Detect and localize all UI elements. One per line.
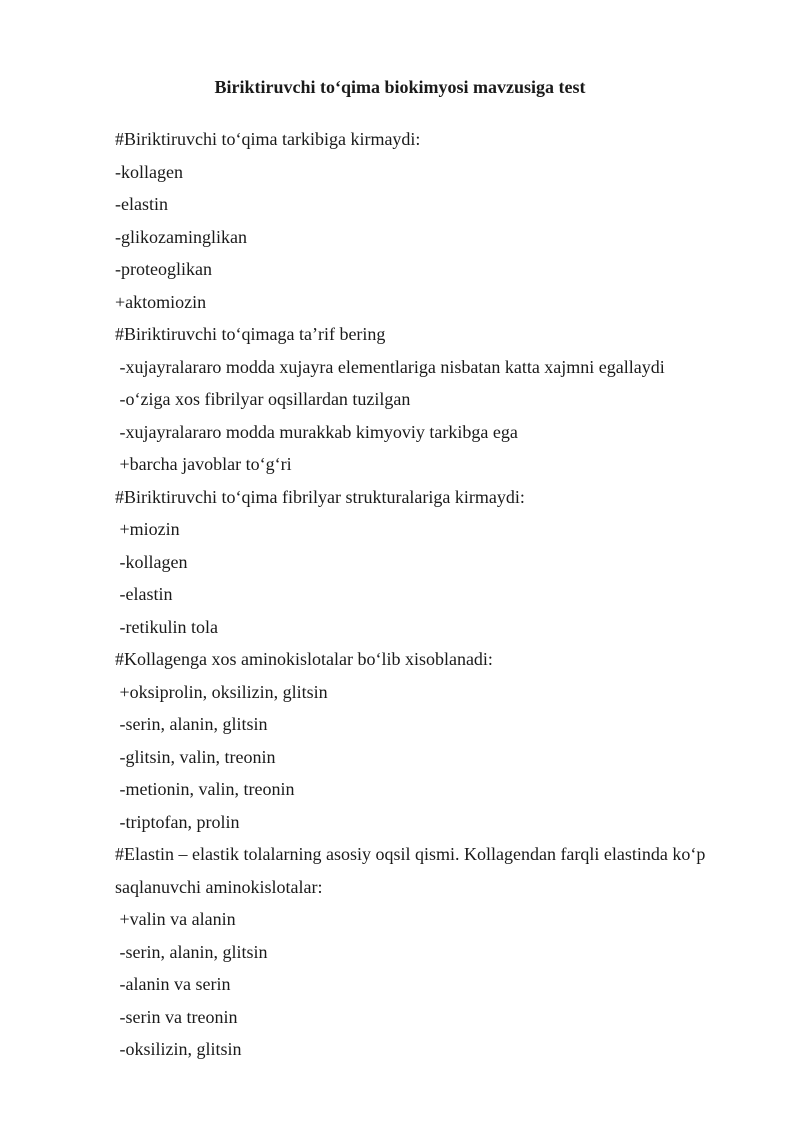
answer-option: -o‘ziga xos fibrilyar oqsillardan tuzilgan	[115, 389, 411, 409]
answer-option: -serin, alanin, glitsin	[115, 941, 268, 962]
answer-option: -glitsin, valin, treonin	[115, 746, 276, 767]
answer-option: -kollagen	[115, 161, 183, 182]
question-4: #Kollagenga xos aminokislotalar bo‘lib xisoblanadi:	[115, 649, 493, 669]
answer-option: -elastin	[115, 194, 168, 214]
answer-option: -xujayralararo modda murakkab kimyoviy tarkibga ega	[115, 421, 518, 442]
correct-answer-option: +oksiprolin, oksilizin, glitsin	[115, 681, 328, 702]
answer-option: -metionin, valin, treonin	[115, 779, 295, 799]
correct-answer-option: +miozin	[115, 519, 180, 539]
answer-option: -alanin va serin	[115, 974, 231, 994]
answer-option: -xujayralararo modda xujayra elementlariga nisbatan katta xajmni egallaydi	[115, 356, 665, 377]
answer-option: -serin, alanin, glitsin	[115, 714, 268, 734]
answer-option: -glikozaminglikan	[115, 226, 247, 247]
question-3: #Biriktiruvchi to‘qima fibrilyar strukturalariga kirmaydi:	[115, 486, 525, 507]
answer-option: -triptofan, prolin	[115, 811, 240, 832]
document-body	[115, 123, 755, 1066]
question-5: #Elastin – elastik tolalarning asosiy oqsil qismi. Kollagendan farqli elastinda ko‘p	[115, 844, 706, 864]
question-1: #Biriktiruvchi to‘qima tarkibiga kirmaydi:	[115, 129, 421, 149]
answer-option: -retikulin tola	[115, 616, 218, 637]
answer-option: -serin va treonin	[115, 1006, 238, 1027]
answer-option: -elastin	[115, 584, 173, 604]
correct-answer-option: +barcha javoblar to‘g‘ri	[115, 454, 292, 474]
document-title: Biriktiruvchi to‘qima biokimyosi mavzusiga test	[214, 77, 586, 97]
answer-option: -oksilizin, glitsin	[115, 1039, 242, 1059]
question-2: #Biriktiruvchi to‘qimaga ta’rif bering	[115, 324, 386, 344]
answer-option: -proteoglikan	[115, 259, 212, 279]
correct-answer-option: +valin va alanin	[115, 909, 236, 929]
correct-answer-option: +aktomiozin	[115, 291, 207, 312]
answer-option: -kollagen	[115, 551, 188, 572]
question-5-continuation: saqlanuvchi aminokislotalar:	[115, 876, 323, 897]
